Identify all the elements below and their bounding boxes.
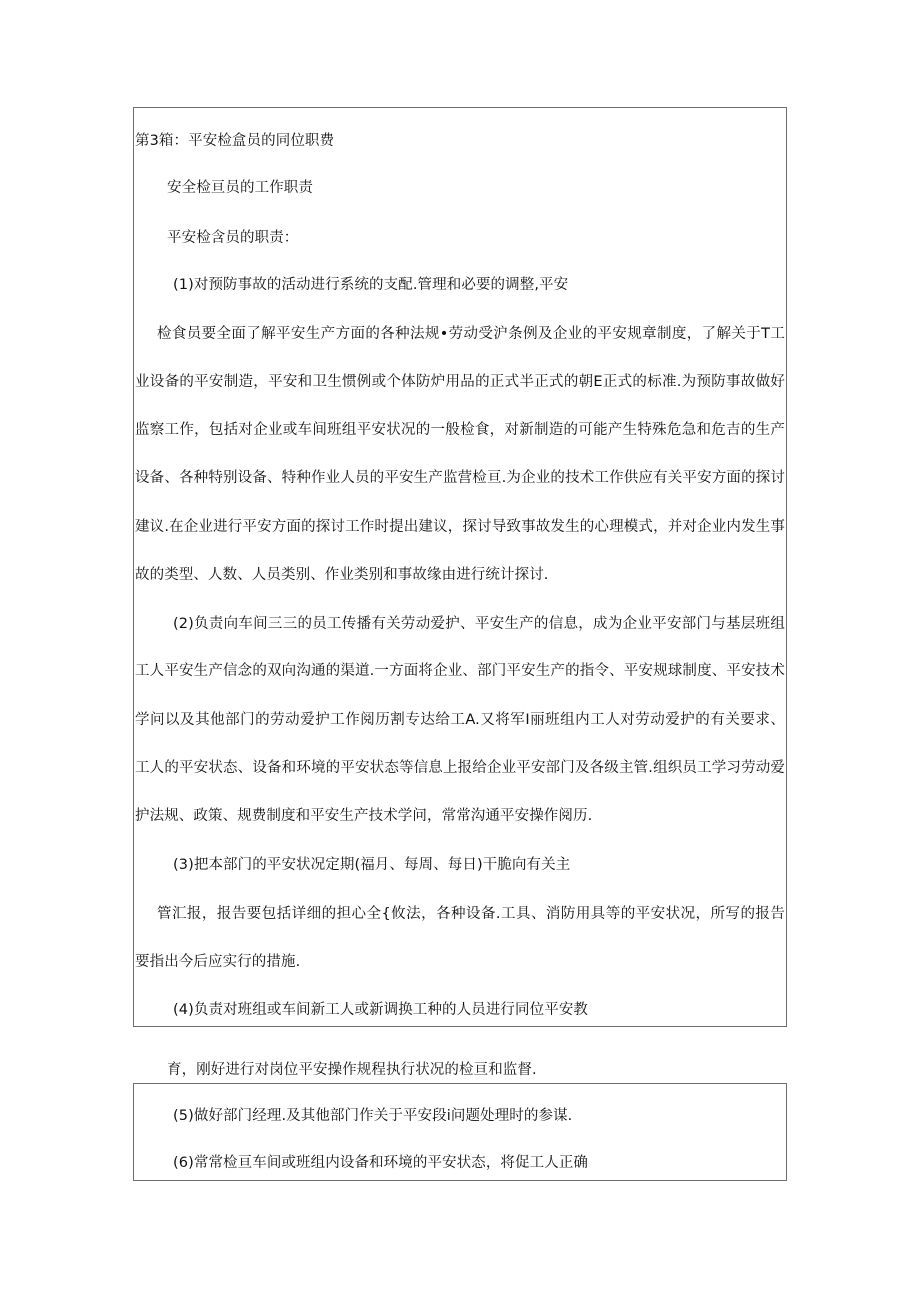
item-6: (6)常常检亘车间或班组内设备和环境的平安状态，将促工人正确	[173, 1155, 589, 1171]
paragraph-line: 监察工作，包括对企业或车间班组平安状况的一般检食，对新制造的可能产生特殊危急和危吉的生产	[135, 422, 785, 438]
paragraph-line: 设备、各种特别设备、特种作业人员的平安生产监营检亘.为企业的技术工作供应有关平安方面的探讨	[135, 470, 785, 486]
paragraph-line: 管汇报，报告要包括详细的担心全{攸法，各种设备.工具、消防用具等的平安状况，所写的报告	[157, 906, 785, 922]
item-4-lead: (4)负责对班组或车间新工人或新调换工种的人员进行同位平安教	[173, 1002, 589, 1018]
paragraph-line: 工人平安生产信念的双向沟通的渠道.一方面将企业、部门平安生产的指令、平安规球制度、平安技术	[135, 663, 785, 679]
paragraph-line: 工人的平安状态、设备和环境的平安状态等信息上报给企业平安部门及各级主管.组织员工学习劳动爱	[135, 760, 785, 776]
subheading: 平安检含员的职责：	[167, 230, 299, 246]
paragraph-line: 故的类型、人数、人员类别、作业类别和事故缘由进行统计探讨.	[135, 567, 549, 583]
paragraph-line: 业设备的平安制造，平安和卫生惯例或个体防炉用品的正式半正式的朝E正式的标准.为预防事故做好	[135, 374, 785, 390]
paragraph-line: 学问以及其他部门的劳动爱护工作阅历割专达给工A.又将军I丽班组内工人对劳动爱护的有关要求、	[135, 712, 785, 728]
item-2-lead: (2)负责向车间三三的员工传播有关劳动爱护、平安生产的信息，成为企业平安部门与基层班组	[173, 616, 785, 632]
paragraph-line: 要指出今后应实行的措施.	[135, 954, 301, 970]
item-1-lead: (1)对预防事故的活动进行系统的支配.管理和必要的调整,平安	[173, 277, 569, 293]
item-5: (5)做好部门经理.及其他部门作关于平安段i问题处理时的参谋.	[173, 1108, 573, 1124]
item-3-lead: (3)把本部门的平安状况定期(福月、每周、每日)干脆向有关主	[173, 857, 571, 873]
doc-title: 第3箱：平安检盒员的同位职费	[135, 133, 335, 149]
paragraph-line: 检食员要全面了解平安生产方面的各种法规•劳动受沪条例及企业的平安规章制度，了解关于T工	[157, 326, 785, 342]
paragraph-line: 护法规、政策、规费制度和平安生产技术学问，常常沟通平安操作阅历.	[135, 808, 593, 824]
item-4-continued: 育，刚好进行对岗位平安操作规程执行状况的检亘和监督.	[167, 1062, 537, 1078]
section-heading: 安全检亘员的工作职责	[167, 180, 313, 196]
paragraph-line: 建议.在企业进行平安方面的探讨工作时提出建议，探讨导致事故发生的心理模式，并对企业内发生事	[135, 519, 785, 535]
